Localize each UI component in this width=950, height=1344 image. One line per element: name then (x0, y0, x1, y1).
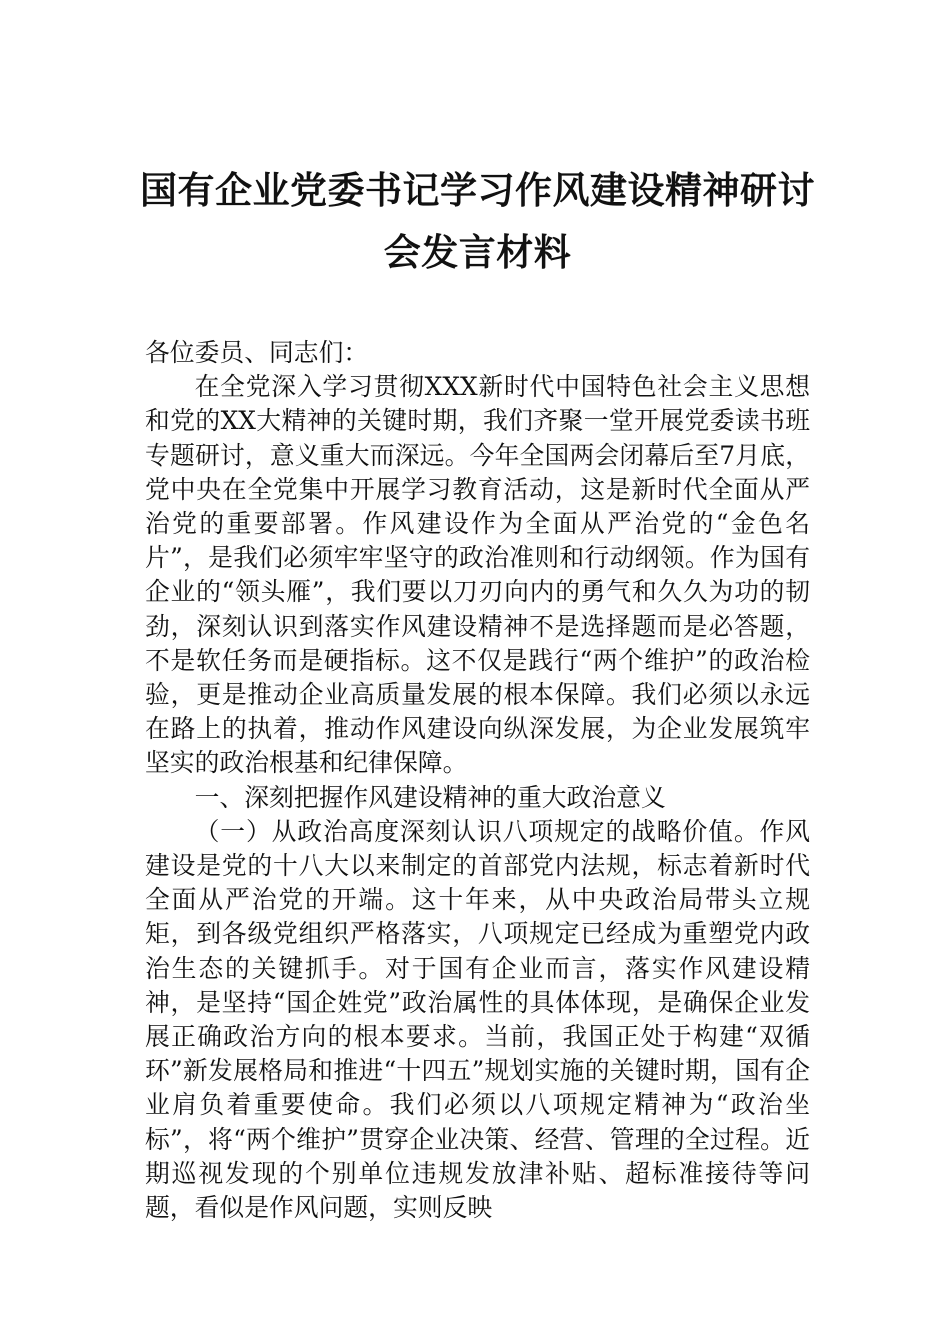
document-title-line-1: 国有企业党委书记学习作风建设精神研讨 (140, 169, 815, 212)
paragraph-intro: 在全党深入学习贯彻XXX新时代中国特色社会主义思想和党的XX大精神的关键时期，我们齐聚一堂开展党委读书班专题研讨，意义重大而深远。今年全国两会闭幕后至7月底，党中央在全党集中开展学习教育活动，这是新时代全面从严治党的重要部署。作风建设作为全面从严治党的“金色名片”，是我们必须牢牢坚守的政治准则和行动纲领。作为国有企业的“领头雁”，我们要以刀刃向内的勇气和久久为功的韧劲，深刻认识到落实作风建设精神不是选择题而是必答题，不是软任务而是硬指标。这不仅是践行“两个维护”的政治检验，更是推动企业高质量发展的根本保障。我们必须以永远在路上的执着，推动作风建设向纵深发展，为企业发展筑牢坚实的政治根基和纪律保障。 (145, 372, 810, 778)
document-content (140, 160, 815, 1225)
document-body (145, 336, 810, 1225)
paragraph-section-1-1: （一）从政治高度深刻认识八项规定的战略价值。作风建设是党的十八大以来制定的首部党内法规，标志着新时代全面从严治党的开端。这十年来，从中央政治局带头立规矩，到各级党组织严格落实，八项规定已经成为重塑党内政治生态的关键抓手。对于国有企业而言，落实作风建设精神，是坚持“国企姓党”政治属性的具体体现，是确保企业发展正确政治方向的根本要求。当前，我国正处于构建“双循环”新发展格局和推进“十四五”规划实施的关键时期，国有企业肩负着重要使命。我们必须以八项规定精神为“政治坐标”，将“两个维护”贯穿企业决策、经营、管理的全过程。近期巡视发现的个别单位违规发放津补贴、超标准接待等问题，看似是作风问题，实则反映 (145, 816, 810, 1223)
salutation: 各位委员、同志们： (145, 338, 369, 367)
document-title (140, 160, 815, 284)
section-heading-1: 一、深刻把握作风建设精神的重大政治意义 (194, 782, 666, 812)
document-title-line-2: 会发言材料 (383, 231, 572, 274)
